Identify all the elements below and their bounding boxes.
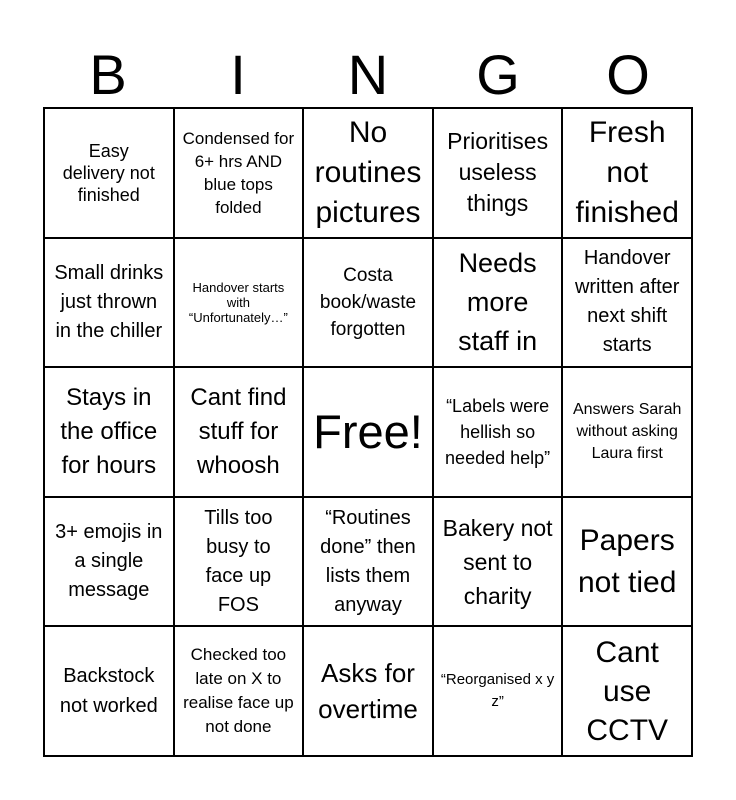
bingo-cell[interactable] [562,497,692,627]
header-letter-i: I [230,43,246,106]
bingo-cell-free[interactable] [303,367,433,497]
cell-text: 3+ emojis in a single message [55,521,163,602]
cell-text: Cant use CCTV [586,635,669,747]
cell-text: Asks for overtime [318,658,418,725]
bingo-cell[interactable] [44,626,174,756]
bingo-cell[interactable] [44,367,174,497]
cell-text: Tills too busy to face up FOS [204,506,273,616]
bingo-cell[interactable] [433,108,563,238]
cell-text: Costa book/waste forgotten [319,264,417,340]
header-letter-b: B [89,43,127,106]
cell-text: “Routines done” then lists them anyway [320,506,416,616]
bingo-cell[interactable] [44,497,174,627]
cell-text: Papers not tied [577,523,677,599]
bingo-cell[interactable] [303,497,433,627]
bingo-cell[interactable] [562,626,692,756]
header-letter-o: O [606,43,650,106]
bingo-cell[interactable] [174,238,304,368]
cell-text: Fresh not finished [575,115,679,229]
header-letter-n: N [347,43,389,106]
bingo-header [43,44,693,106]
cell-text: Handover written after next shift starts [574,247,680,357]
header-letter-g: G [476,43,520,106]
bingo-cell[interactable] [433,626,563,756]
bingo-cell[interactable] [303,238,433,368]
cell-text: Cant find stuff for whoosh [190,383,287,479]
cell-text: Answers Sarah without asking Laura first [572,400,682,462]
cell-text: Prioritises useless things [447,128,549,217]
cell-text: Bakery not sent to charity [442,514,553,609]
cell-text: Handover starts with “Unfortunately…” [188,279,288,325]
cell-text: Condensed for 6+ hrs AND blue tops folded [182,128,295,217]
free-space-label: Free! [313,404,423,458]
bingo-cell[interactable] [433,367,563,497]
bingo-cell[interactable] [44,108,174,238]
bingo-cell[interactable] [562,108,692,238]
bingo-cell[interactable] [174,626,304,756]
cell-text: Needs more staff in [458,247,538,356]
bingo-cell[interactable] [174,108,304,238]
cell-text: No routines pictures [314,115,422,229]
cell-text: Small drinks just thrown in the chiller [54,261,164,342]
bingo-cell[interactable] [562,238,692,368]
bingo-cell[interactable] [433,497,563,627]
cell-text: Checked too late on X to realise face up not done [183,645,294,737]
cell-text: “Reorganised x y z” [440,671,555,711]
bingo-cell[interactable] [303,626,433,756]
bingo-cell[interactable] [174,367,304,497]
bingo-cell[interactable] [303,108,433,238]
cell-text: Easy delivery not finished [62,140,155,205]
cell-text: “Labels were hellish so needed help” [445,395,551,468]
bingo-cell[interactable] [44,238,174,368]
bingo-grid [43,107,693,757]
bingo-cell[interactable] [433,238,563,368]
bingo-cell[interactable] [562,367,692,497]
cell-text: Backstock not worked [59,665,158,718]
bingo-cell[interactable] [174,497,304,627]
cell-text: Stays in the office for hours [60,383,158,479]
